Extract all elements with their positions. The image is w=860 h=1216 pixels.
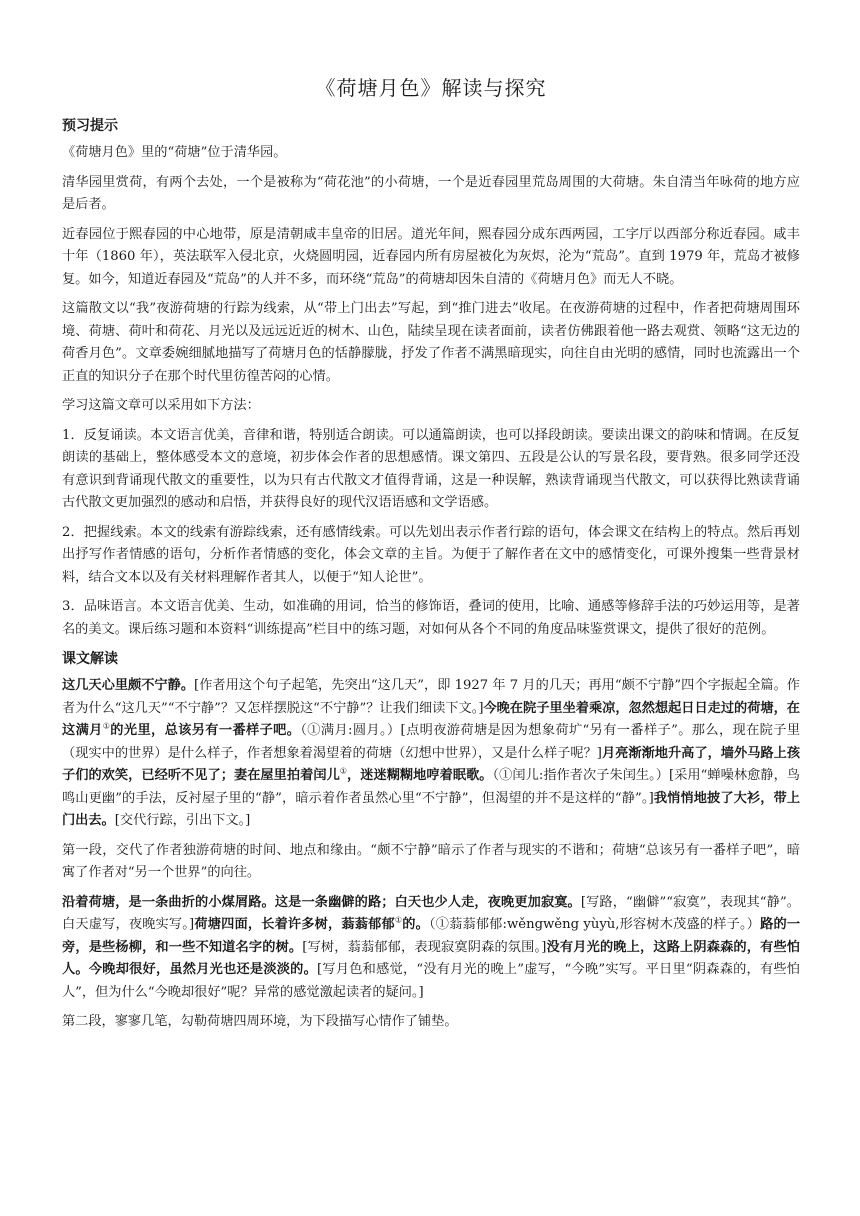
annotation: （①满月:圆月。）[点明夜游荷塘是因为想象荷圹“另有一番样子”。那么，现在院子里（现实中的世界）是什么样子，作者想象着渴望着的荷塘（幻想中世界），又是什么样子呢？] <box>62 723 801 761</box>
source-text: 荷塘四面，长着许多树，蓊蓊郁郁 <box>194 917 395 932</box>
paragraph-method-3: 3．品味语言。本文语言优美、生动，如准确的用词，恰当的修饰语，叠词的使用，比喻、通感等修辞手法的巧妙运用等，是著名的美文。课后练习题和本资料“训练提高”栏目中的练习题，对如何从各个不同的角度品味鉴赏课文，提供了很好的范例。 <box>62 599 800 637</box>
annotation: （①闰儿:指作者次子朱闰生。）[采用“蝉噪林愈静，鸟鸣山更幽”的手法，反衬屋子里的“静”，暗示着作者虽然心里“不宁静”，但渴望的并不是这样的“静”。] <box>62 768 800 806</box>
summary-paragraph-2: 第二段，寥寥几笔，勾勒荷塘四周环境，为下段描写心情作了铺垫。 <box>62 1014 458 1029</box>
annotated-reading-paragraph-1 <box>62 675 800 833</box>
source-text: 的。 <box>402 917 429 932</box>
source-text: 没有月光的晚上，这路上阴森森的，有些怕人。今晚却很好，虽然月光也还是淡淡的。 <box>62 939 800 977</box>
annotation: [写路，“幽僻”“寂寞”，表现其“静”。白天虚写，夜晚实写。] <box>62 894 800 932</box>
paragraph: 这篇散文以“我”夜游荷塘的行踪为线索，从“带上门出去”写起，到“推门进去”收尾。在夜游荷塘的过程中，作者把荷塘周围环境、荷塘、荷叶和荷花、月光以及远远近近的树木、山色，陆续呈现在读者面前，读者仿佛跟着他一路去观赏、领略“这无边的荷香月色”。文章委婉细腻地描写了荷塘月色的恬静朦胧，抒发了作者不满黑暗现实，向往自由光明的感情，同时也流露出一个正直的知识分子在那个时代里彷徨苦闷的心情。 <box>62 301 800 384</box>
source-text: 月亮渐渐地升高了，墙外马路上孩子们的欢笑，已经听不见了；妻在屋里拍着闰儿 <box>62 745 801 783</box>
annotation: [作者用这个句子起笔，先突出“这几天”，即 1927 年 7 月的几天；再用“颇不宁静”四个字振起全篇。作者为什么“这几天”“不宁静”？又怎样摆脱这“不宁静”？让我们细读下文。] <box>62 678 800 716</box>
annotation: [写树，蓊蓊郁郁，表现寂寞阴森的氛围。] <box>302 939 547 955</box>
paragraph: 清华园里赏荷，有两个去处，一个是被称为“荷花池”的小荷塘，一个是近春园里荒岛周围的大荷塘。朱自清当年咏荷的地方应是后者。 <box>62 174 800 212</box>
document-page <box>62 72 800 1041</box>
paragraph-method-1: 1．反复诵读。本文语言优美，音律和谐，特别适合朗读。可以通篇朗读，也可以择段朗读。要读出课文的韵味和情调。在反复朗读的基础上，整体感受本文的意境，初步体会作者的思想感情。课文第四、五段是公认的写景名段，要背熟。很多同学还没有意识到背诵现代散文的重要性，以为只有古代散文才值得背诵，这是一种误解，熟读背诵现当代散文，可以获得比熟读背诵古代散文更加强烈的感动和启悟，并获得良好的现代汉语语感和文学语感。 <box>62 427 800 510</box>
source-text: 路的一旁，是些杨柳，和一些不知道名字的树。 <box>62 917 801 955</box>
source-text: 的光里，总该另有一番样子吧。 <box>110 723 301 738</box>
footnote-mark: ① <box>102 721 111 731</box>
footnote-mark: ① <box>339 766 348 776</box>
summary-paragraph-1: 第一段，交代了作者独游荷塘的时间、地点和缘由。“颇不宁静”暗示了作者与现实的不谐和；荷塘“总该另有一番样子吧”，暗寓了作者对“另一个世界”的向往。 <box>62 842 800 880</box>
footnote-mark: ① <box>394 915 403 925</box>
section-heading-preview: 预习提示 <box>62 118 118 134</box>
source-text: 这几天心里颇不宁静。 <box>62 678 195 693</box>
paragraph-method-2: 2．把握线索。本文的线索有游踪线索，还有感情线索。可以先划出表示作者行踪的语句，体会课文在结构上的特点。然后再划出抒写作者情感的语句，分析作者情感的变化，体会文章的主旨。为便于了解作者在文中的感情变化，可课外搜集一些背景材料，结合文本以及有关材料理解作者其人，以便于“知人论世”。 <box>62 524 800 585</box>
annotated-reading-paragraph-2 <box>62 892 800 1005</box>
section-heading-reading: 课文解读 <box>62 651 118 667</box>
source-text: 今晚在院子里坐着乘凉，忽然想起日日走过的荷塘，在这满月 <box>62 700 800 738</box>
paragraph: 学习这篇文章可以采用如下方法： <box>62 398 260 413</box>
annotation: （①蓊蓊郁郁:wěngwěng yùyù,形容树木茂盛的样子。） <box>428 917 761 932</box>
source-text: ，迷迷糊糊地哼着眠歌。 <box>347 768 493 783</box>
source-text: 我悄悄地披了大衫，带上门出去。 <box>62 790 801 828</box>
annotation: [交代行踪，引出下文。] <box>114 813 251 828</box>
paragraph: 近春园位于熙春园的中心地带，原是清朝咸丰皇帝的旧居。道光年间，熙春园分成东西两园，工字厅以西部分称近春园。咸丰十年（1860 年），英法联军入侵北京，火烧圆明园，近春园内所有房屋被化为灰烬，沦为“荒岛”。直到 1979 年，荒岛才被修复。如今，知道近春园及“荒岛”的人并不多，而环绕“荒岛”的荷塘却因朱自清的《荷塘月色》而无人不晓。 <box>62 226 800 287</box>
paragraph: 《荷塘月色》里的“荷塘”位于清华园。 <box>62 145 287 160</box>
source-text: 沿着荷塘，是一条曲折的小煤屑路。这是一条幽僻的路；白天也少人走，夜晚更加寂寞。 <box>62 894 581 910</box>
annotation: [写月色和感觉，“没有月光的晚上”虚写，“今晚”实写。平日里“阴森森的，有些怕人”，但为什么“今晚却很好”呢？异常的感觉激起读者的疑问。] <box>62 962 800 1000</box>
document-title: 《荷塘月色》解读与探究 <box>315 76 547 100</box>
